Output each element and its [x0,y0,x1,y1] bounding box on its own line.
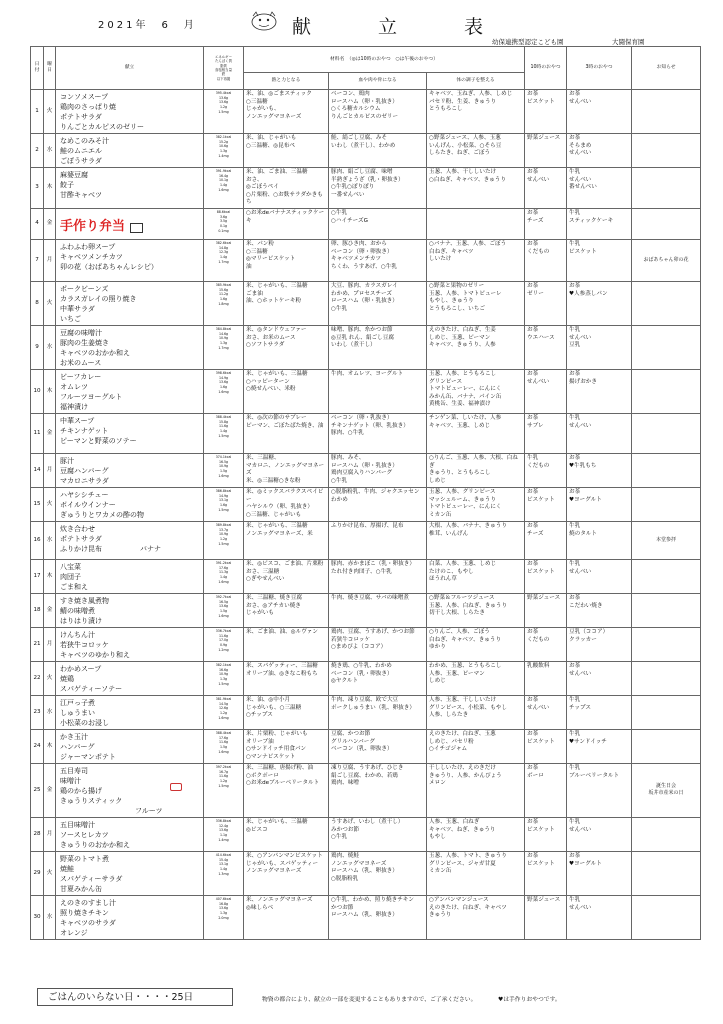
notes-cell: 本堂参拝 [632,521,701,559]
nutrition-cell: 382.6kcal 14.8g 12.3g 1.4g 1.7mg [204,239,244,281]
yellow-group-cell: 卵、豚ひき肉、おから ベーコン（卵・卵抜き） キャベツメンチカツ ちくわ、うすあげ、○牛乳 [329,239,427,281]
weekday-cell: 金 [44,763,56,817]
snack-10-cell: 野菜ジュース [525,593,567,627]
notes-cell: おばあちゃん卯の花 [632,239,701,281]
snack-3-cell: お茶 そらまめ せんべい [567,134,632,168]
day-cell: 21 [31,627,44,661]
day-cell: 16 [31,521,44,559]
menu-dishes: 五目味噌汁 ソースヒレカツ きゅうりのおかか和え [60,820,130,849]
yellow-group-cell: うすあげ、いわし（煮干し） みかつお節 ○牛乳 [329,817,427,851]
snack-10-cell: 牛乳 くだもの [525,453,567,487]
yellow-group-cell: ○牛乳 ○ハイチーズG [329,208,427,239]
nutrition-cell: 414.6kcal 15.4g 13.1g 1.4g 1.3mg [204,851,244,895]
table-row [31,661,701,695]
green-group-cell: わかめ、玉葱、とうもろこし 人参、玉葱、ピーマン しめじ [427,661,525,695]
homemade-lunch-label: 手作り弁当 [60,218,126,234]
menu-cell [56,729,204,763]
menu-cell [56,487,204,521]
notes-cell: 誕生日会 坂井市産米の日 [632,763,701,817]
red-group-cell: 米、スパゲッティー、三温糖 オリーブ油、◎きなこ粉もち [244,661,329,695]
green-group-cell: 玉葱、人参、グリンピース マッシュルーム、きゅうり トマトピューレー、にんにく ミカン缶 [427,487,525,521]
snack-3-cell: 牛乳 ビスケット [567,239,632,281]
menu-dishes: 野菜のトマト煮 焼鮭 スパゲティーサラダ 甘夏みかん缶 [60,854,123,893]
weekday-cell: 火 [44,487,56,521]
table-row [31,168,701,209]
yellow-group-cell: 凍り豆腐、うすあげ、ひじき 絹ごし豆腐、わかめ、若鶏 鶏肉、味噌 [329,763,427,817]
green-group-cell: えのきたけ、白ねぎ、生姜 しめじ、玉葱、ピーマン キャベツ、きゅうり、人参 [427,325,525,369]
weekday-cell: 月 [44,627,56,661]
green-group-cell: 玉葱、人参、干ししいたけ ○白ねぎ、キャベツ、きゅうり [427,168,525,209]
col-notes: お知らせ [632,47,701,90]
weekday-cell: 金 [44,593,56,627]
menu-dishes: ポークビーンズ カラスガレイの照り焼き 中華サラダ いちご [60,284,137,323]
nutrition-cell: 336.7kcal 11.6g 17.0g 0.9g 1.2mg [204,627,244,661]
year-month: 2021年 6 月 [98,20,197,31]
menu-dishes: 炊き合わせ ポテトサラダ ふりかけ昆布 [60,524,102,553]
menu-dishes: ハヤシシチュー ボイルウインナー ぎゅうりとワカメの酢の物 [60,490,144,519]
table-row [31,281,701,325]
snack-3-cell: お茶 ♥ヨーグルト [567,851,632,895]
red-group-cell: 米、じゃがいも、三温糖 ◎ビスコ [244,817,329,851]
day-cell: 22 [31,661,44,695]
yellow-group-cell: 鶏肉、豆腐、うすあげ、かつお節 若狭牛コロッケ ○まめぴよ（ココア） [329,627,427,661]
green-group-cell: 人参、玉葱、干ししいたけ グリンピース、小松菜、もやし 人参、しらたき [427,695,525,729]
red-group-cell: 米、ごま油、油、◎ルヴァン [244,627,329,661]
snack-3-cell: 牛乳 せんべい 豆乳 [567,325,632,369]
green-group-cell: キャベツ、玉ねぎ、人参、しめじ パセリ粉、生姜、きゅうり とうもろこし [427,90,525,134]
nutrition-cell: 389.8kcal 13.7g 10.9g 1.2g 1.5mg [204,521,244,559]
lunch-box-icon [130,223,143,233]
red-group-cell: 米、○アンパンマンビスケット じゃがいも、スパゲッティー ノンエッグマヨネーズ [244,851,329,895]
menu-cell [56,695,204,729]
table-row [31,851,701,895]
snack-3-cell: 牛乳 ブルーベリータルト [567,763,632,817]
green-group-cell: ○りんご、人参、ごぼう 白ねぎ、キャベツ、きゅうり ゆかり [427,627,525,661]
yellow-group-cell: ベーコン（卵・乳抜き） チキンナゲット（卵、乳抜き） 豚肉、○牛乳 [329,413,427,453]
menu-cell: 炊き合わせ ポテトサラダ ふりかけ昆布 バナナ [56,521,204,559]
day-cell: 23 [31,695,44,729]
green-group-cell: 白菜、人参、玉葱、しめじ たけのこ、もやし ほうれん草 [427,559,525,593]
snack-10-cell: お茶 くだもの [525,627,567,661]
notes-cell [632,168,701,209]
snack-3-cell: お茶 せんべい [567,661,632,695]
nutrition-cell: 88.6kcal 3.6g 3.5g 0.1g 0.1mg [204,208,244,239]
day-cell: 11 [31,413,44,453]
change-notice: 物資の都合により、献立の一部を変更することもありますので、ご了承ください。 [262,997,477,1003]
nutrition-cell: 407.6kcal 16.8g 13.6g 1.3g 2.0mg [204,895,244,939]
green-group-cell: 人参、玉葱、白ねぎ キャベツ、ねぎ、きゅうり もやし [427,817,525,851]
menu-dishes: 豚汁 豆腐ハンバーグ マカロニサラダ [60,456,109,485]
weekday-cell: 金 [44,208,56,239]
table-row [31,593,701,627]
weekday-cell: 火 [44,661,56,695]
red-group-cell: 米、片栗粉、じゃがいも オリーブ油 ○サンドイッチ用食パン ○マンナビスケット [244,729,329,763]
col-weekday: 曜日 [44,47,56,90]
snack-10-cell: お茶 ビスケット [525,729,567,763]
notes-cell [632,895,701,939]
green-group-cell: 玉葱、人参、とうもろこし グリンピース トマトピューレー、にんにく みかん缶、バナナ、パイン缶 黄桃缶、生姜、福神漬け [427,369,525,413]
menu-cell: 五目寿司 味噌汁 鶏のから揚げ きゅうりスティック フルーツ [56,763,204,817]
snack-10-cell: お茶 ウエハース [525,325,567,369]
menu-dishes: かき玉汁 ハンバーグ ジャーマンポテト [60,732,116,761]
menu-cell [56,281,204,325]
notes-cell [632,729,701,763]
yellow-group-cell: 大豆、豚肉、カラスガレイ わかめ、プロセスチーズ ロースハム（卵・乳抜き） ○牛乳 [329,281,427,325]
yellow-group-cell: 豚肉、みそ、 ロースハム（卵・乳抜き） 鶏肉豆腐入りハンバーグ ○牛乳 [329,453,427,487]
notes-cell [632,559,701,593]
notes-cell [632,134,701,168]
day-cell: 1 [31,90,44,134]
weekday-cell: 月 [44,239,56,281]
snack-3-cell: お茶 ♥人参蒸しパン [567,281,632,325]
snack-10-cell: お茶 くだもの [525,239,567,281]
nutrition-cell: 385.9kcal 15.6g 11.2g 1.6g 1.8mg [204,281,244,325]
yellow-group-cell: 豚肉、赤かまぼこ（乳・卵抜き） たれ付き肉団子、○牛乳 [329,559,427,593]
yellow-group-cell: 牛肉、凍り豆腐、欧で大豆 ポークしゅうまい（乳、卵抜き） [329,695,427,729]
weekday-cell: 木 [44,729,56,763]
yellow-group-cell: 豆腐、かつお節 グリルハンバーグ ベーコン（乳、卵抜き） [329,729,427,763]
menu-dishes: 八宝菜 肉団子 ごま和え [60,562,88,591]
weekday-cell: 水 [44,695,56,729]
notes-cell [632,369,701,413]
snack-3-cell: 牛乳 せんべい 番せんべい [567,168,632,209]
snack-10-cell: お茶 ビスケット [525,487,567,521]
col-day: 日付 [31,47,44,90]
snack-10-cell: 野菜ジュース [525,134,567,168]
day-cell: 30 [31,895,44,939]
yellow-group-cell: 牛肉、オムレツ、ヨーグルト [329,369,427,413]
col-green-group: 体の調子を整える [427,73,525,90]
snack-10-cell: お茶 せんべい [525,695,567,729]
table-row [31,239,701,281]
green-group-cell: チンゲン菜、しいたけ、人参 キャベツ、玉葱、しめじ [427,413,525,453]
yellow-group-cell: 牛肉、焼き豆腐、サバの味噌煮 [329,593,427,627]
day-cell: 15 [31,487,44,521]
col-yellow-group: 血や肉や骨になる [329,73,427,90]
green-group-cell: 大根、人参、バナナ、きゅうり 椎茸、いんげん [427,521,525,559]
red-group-cell: 米、じゃがいも、三温糖 ごま油 油、○ホットケーキ粉 [244,281,329,325]
menu-cell [56,239,204,281]
birthday-cake-icon [170,783,182,791]
nutrition-cell: 392.7kcal 16.5g 13.6g 1.5g 1.6mg [204,593,244,627]
snack-10-cell: お茶 ビスケット [525,559,567,593]
red-group-cell: 米、◎次の節のサブレー ピーマン、ごぼたばた焼き、油 [244,413,329,453]
mascot-logo-icon [250,10,278,32]
weekday-cell: 火 [44,851,56,895]
table-row [31,453,701,487]
nutrition-cell: 388.4kcal 17.6g 11.6g 1.5g 1.6mg [204,729,244,763]
notes-cell [632,487,701,521]
table-row [31,413,701,453]
day-cell: 24 [31,729,44,763]
col-menu: 献立 [56,47,204,90]
weekday-cell: 月 [44,817,56,851]
nutrition-cell: 388.4kcal 15.8g 11.6g 1.4g 1.5mg [204,413,244,453]
notes-cell [632,325,701,369]
snack-3-cell: お茶 こだわい焼き [567,593,632,627]
table-row [31,487,701,521]
day-cell: 10 [31,369,44,413]
snack-3-cell: 豆乳（ココア） クラッカー [567,627,632,661]
yellow-group-cell: ○牛乳、わかめ、照り焼きチキン かつお節 ロースハム（乳、卵抜き） [329,895,427,939]
green-group-cell: ○野菜と果物のゼリー 玉葱、人参、トマトピューレ もやし、きゅうり とうもろこし、いちご [427,281,525,325]
menu-dishes: 五目寿司 味噌汁 鶏のから揚げ きゅうりスティック [60,766,123,805]
menu-rows [31,90,701,940]
snack-10-cell: 乳酸飲料 [525,661,567,695]
table-row [31,325,701,369]
rice-note: ごはんのいらない日・・・・25日 [37,988,233,1006]
table-row [31,817,701,851]
yellow-group-cell: 鮭、絹ごし豆腐、みそ いわし（煮干し）、わかめ [329,134,427,168]
nutrition-cell: 386.8kcal 14.9g 13.1g 1.6g 1.5mg [204,487,244,521]
header-row [31,47,701,73]
menu-cell [56,817,204,851]
col-snack-3: 3時のおやつ [567,47,632,90]
nutrition-cell: 398.6kcal 14.9g 13.6g 1.6g 1.6mg [204,369,244,413]
day-cell: 7 [31,239,44,281]
snack-10-cell: お茶 チーズ [525,208,567,239]
weekday-cell: 火 [44,281,56,325]
snack-10-cell: お茶 せんべい [525,369,567,413]
nutrition-cell: 391.9kcal 16.4g 10.1g 1.4g 1.6mg [204,168,244,209]
table-row [31,134,701,168]
menu-dishes: えのきのすまし汁 照り焼きチキン キャベツのサラダ オレンジ [60,898,116,937]
green-group-cell: 干ししいたけ、えのきだけ きゅうり、人参、かんぴょう メロン [427,763,525,817]
nutrition-cell: 391.2kcal 17.6g 11.3g 1.4g 1.6mg [204,559,244,593]
red-group-cell: 米、油、◎ごまスティック ○三温糖 じゃがいも、 ノンエッグマヨネーズ [244,90,329,134]
col-ingredients: 材料名 （◎は10時のおやつ ○は午後のおやつ） [244,47,525,73]
notes-cell [632,413,701,453]
menu-dishes: ふわふわ卵スープ キャベツメンチカツ 卯の花（おばあちゃんレシピ） [60,242,158,271]
col-red-group: 熱と力となる [244,73,329,90]
nutrition-cell: 374.1kcal 16.5g 10.9g 1.5g 1.6mg [204,453,244,487]
weekday-cell: 木 [44,168,56,209]
red-group-cell: ○お米deバナナスティックケーキ [244,208,329,239]
table-row [31,763,701,817]
weekday-cell: 月 [44,453,56,487]
red-group-cell: 米、三温糖、 マカロニ、ノンエッグマヨネーズ 米、◎三温糖○きな粉 [244,453,329,487]
green-group-cell: ○アンパンマンジュース えのきたけ、白ねぎ、キャベツ きゅうり [427,895,525,939]
menu-cell [56,90,204,134]
weekday-cell: 木 [44,369,56,413]
red-group-cell: 米、三温糖、焼き豆腐 おさ、◎アチカい焼き じゃがいも [244,593,329,627]
yellow-group-cell: 鶏肉、焼鮭 ノンエッグマヨネーズ ロースハム（乳、卵抜き） ○脱脂粉乳 [329,851,427,895]
notes-cell [632,661,701,695]
snack-3-cell: お茶 ♥牛乳もち [567,453,632,487]
snack-3-cell: 牛乳 焼のタルト [567,521,632,559]
notes-cell [632,453,701,487]
table-row [31,695,701,729]
menu-dishes: わかめスープ 焼鶏 スパゲティーソテー [60,664,123,693]
snack-3-cell: 牛乳 せんべい [567,895,632,939]
weekday-cell: 水 [44,134,56,168]
red-group-cell: 米、◎ミックスバラクスペイビー ハヤシルウ（卵、乳抜き） ○三温糖、じゃがいも [244,487,329,521]
notes-cell [632,208,701,239]
nutrition-cell: 336.8kcal 12.4g 13.6g 1.1g 1.4mg [204,817,244,851]
menu-dishes: ビーフカレー オムレツ フルーツヨーグルト 福神漬け [60,372,123,411]
day-cell: 4 [31,208,44,239]
menu-table [30,46,701,940]
red-group-cell: 米、ノンエッグマヨネーズ ◎味しらべ [244,895,329,939]
menu-dishes: 豆腐の味噌汁 豚肉の生姜焼き キャベツのおかか和え お米のムース [60,328,130,367]
red-group-cell: 米、じゃがいも、三温糖 ○ハッピーターン ○焼せんべい、米粉 [244,369,329,413]
red-group-cell: 米、油、じゃがいも ○三温糖、◎昆布ぺ [244,134,329,168]
snack-3-cell: お茶 ♥ヨーグルト [567,487,632,521]
snack-3-cell: 牛乳 せんべい [567,559,632,593]
menu-dishes: 中華スープ チキンナゲット ピーマンと野菜のソテー [60,416,137,445]
snack-3-cell: 牛乳 せんべい [567,817,632,851]
school-name: 大闘保育園 [612,38,645,46]
day-cell: 9 [31,325,44,369]
weekday-cell: 木 [44,559,56,593]
table-row [31,729,701,763]
table-row [31,208,701,239]
red-group-cell: 米、油、◎中小月 じゃがいも、○三温糖 ○チップス [244,695,329,729]
day-cell: 2 [31,134,44,168]
weekday-cell: 水 [44,895,56,939]
snack-10-cell: お茶 チーズ [525,521,567,559]
notes-cell [632,695,701,729]
nutrition-cell: 384.8kcal 14.6g 10.9g 1.3g 1.7mg [204,325,244,369]
day-cell: 3 [31,168,44,209]
weekday-cell: 金 [44,413,56,453]
page-header [0,0,723,50]
day-cell: 25 [31,763,44,817]
page-footer [0,985,723,1024]
snack-3-cell: 牛乳 せんべい [567,413,632,453]
menu-dishes: けんちん汁 若狭牛コロッケ キャベツのゆかり和え [60,630,130,659]
day-cell: 18 [31,593,44,627]
table-row [31,895,701,939]
snack-10-cell: お茶 ゼリー [525,281,567,325]
col-nutrition: エネルギー たんぱく質 脂質 食塩相当量 鉄 以下再掲 [204,47,244,90]
page-title: 献 立 表 [292,16,508,38]
day-cell: 14 [31,453,44,487]
menu-cell [56,168,204,209]
green-group-cell: えのきたけ、白ねぎ、玉葱 しめじ、パセリ粉 ○イチゴジャム [427,729,525,763]
day-cell: 28 [31,817,44,851]
notes-cell [632,817,701,851]
table-row [31,369,701,413]
day-cell: 17 [31,559,44,593]
col-snack-10: 10時のおやつ [525,47,567,90]
menu-dishes: 麻婆豆腐 餃子 甘酢キャベツ [60,171,102,199]
weekday-cell: 火 [44,90,56,134]
menu-dishes: なめこのみそ汁 鮭のムニエル ごぼうサラダ [60,137,109,165]
green-group-cell: ○りんご、玉葱、人参、大根、白ねぎ きゅうり、とうもろこし しめじ [427,453,525,487]
menu-cell [56,413,204,453]
snack-10-cell: お茶 ビスケット [525,817,567,851]
menu-cell [56,208,204,239]
menu-cell [56,627,204,661]
menu-dishes: コンソメスープ 鶏肉のさっぱり焼 ポテトサラダ りんごとカルピスのゼリー [60,93,144,131]
menu-cell [56,134,204,168]
yellow-group-cell: ベーコン、鶏肉 ロースハム（卵・乳抜き） ○くろ糖カルシウム りんごとカルピスのゼリー [329,90,427,134]
menu-cell [56,895,204,939]
menu-dishes: すき焼き風煮物 鯖の味噌煮 はりはり漬け [60,596,109,625]
notes-cell [632,627,701,661]
green-group-cell: 玉葱、人参、トマト、きゅうり グリンピース、ジャガ甘夏 ミカン缶 [427,851,525,895]
nutrition-cell: 395.4kcal 13.6g 13.6g 1.2g 1.5mg [204,90,244,134]
red-group-cell: 米、三温糖、唐揚げ粉、油 ○ボクポーロ ○お米deブルーベリータルト [244,763,329,817]
menu-cell [56,369,204,413]
menu-dishes: 江戸っ子煮 しゅうまい 小松菜のお浸し [60,698,109,727]
nutrition-cell: 382.1kcal 16.6g 10.9g 1.3g 1.5mg [204,661,244,695]
snack-3-cell: お茶 揚げおかき [567,369,632,413]
red-group-cell: 米、油、ごま油、三温糖 おさ、 ◎ごぼうペイ ○片栗粉、○お麩サラダかきもち [244,168,329,209]
red-group-cell: 米、◎タンドウェファー おさ、お米のムース ○ソフトサラダ [244,325,329,369]
heart-legend: ♥は手作りおやつです。 [498,997,561,1003]
menu-cell [56,453,204,487]
snack-10-cell: お茶 ボーロ [525,763,567,817]
yellow-group-cell: ふりかけ昆布、厚揚げ、昆布 [329,521,427,559]
snack-3-cell: 牛乳 スティックケーキ [567,208,632,239]
menu-cell [56,325,204,369]
weekday-cell: 水 [44,325,56,369]
table-row [31,627,701,661]
table-row [31,521,701,559]
notes-cell [632,281,701,325]
table-row [31,559,701,593]
menu-cell [56,661,204,695]
snack-10-cell: お茶 サブレ [525,413,567,453]
snack-3-cell: お茶 せんべい [567,90,632,134]
snack-10-cell: お茶 せんべい [525,168,567,209]
weekday-cell: 水 [44,521,56,559]
menu-cell [56,851,204,895]
red-group-cell: 米、パン粉 ○三温糖 ◎マリービスケット 油 [244,239,329,281]
nutrition-cell: 382.1kcal 15.2g 10.6g 1.3g 1.4mg [204,134,244,168]
yellow-group-cell: 豚肉、絹ごし豆腐、味噌 半熟ぎょうざ（乳・卵抜き） ○牛乳○ぽりぽり 一番せんべい [329,168,427,209]
nutrition-cell: 397.2kcal 16.7g 11.6g 1.2g 1.5mg [204,763,244,817]
notes-cell [632,851,701,895]
menu-cell [56,593,204,627]
snack-10-cell: 野菜ジュース [525,895,567,939]
day-cell: 8 [31,281,44,325]
green-group-cell: ○バナナ、玉葱、人参、ごぼう 白ねぎ、キャベツ しいたけ [427,239,525,281]
school-type: 幼保連携型認定こども園 [492,38,564,46]
green-group-cell: ○野菜ジュース、人参、玉葱 いんげん、小松菜、○そら豆 しらたき、ねぎ、ごぼう [427,134,525,168]
red-group-cell: 米、じゃがいも、三温糖 ノンエッグマヨネーズ、米 [244,521,329,559]
yellow-group-cell: 味噌、豚肉、糸かつお節 ◎豆乳 れん、絹ごし豆腐 いわし（煮干し） [329,325,427,369]
snack-10-cell: お茶 ビスケット [525,851,567,895]
snack-10-cell: お茶 ビスケット [525,90,567,134]
notes-cell [632,90,701,134]
yellow-group-cell: ○脱脂粉乳、牛肉、ジャクエッセン わかめ [329,487,427,521]
snack-3-cell: 牛乳 ♥サンドイッチ [567,729,632,763]
yellow-group-cell: 焼き鶏、○牛乳、わかめ ベーコン（乳・卵抜き） ◎ヤクルト [329,661,427,695]
day-cell: 29 [31,851,44,895]
green-group-cell: ○野菜＆フルーツジュース 玉葱、人参、白ねぎ、きゅうり 切干し大根、しらたき [427,593,525,627]
notes-cell [632,593,701,627]
table-row [31,90,701,134]
menu-cell [56,559,204,593]
red-group-cell: 米、◎ビスコ、ごま油、片栗粉 おさ、三温糖 ○ぎやせんべい [244,559,329,593]
green-group-cell [427,208,525,239]
snack-3-cell: 牛乳 チップス [567,695,632,729]
nutrition-cell: 381.9kcal 14.5g 12.6g 1.2g 1.6mg [204,695,244,729]
